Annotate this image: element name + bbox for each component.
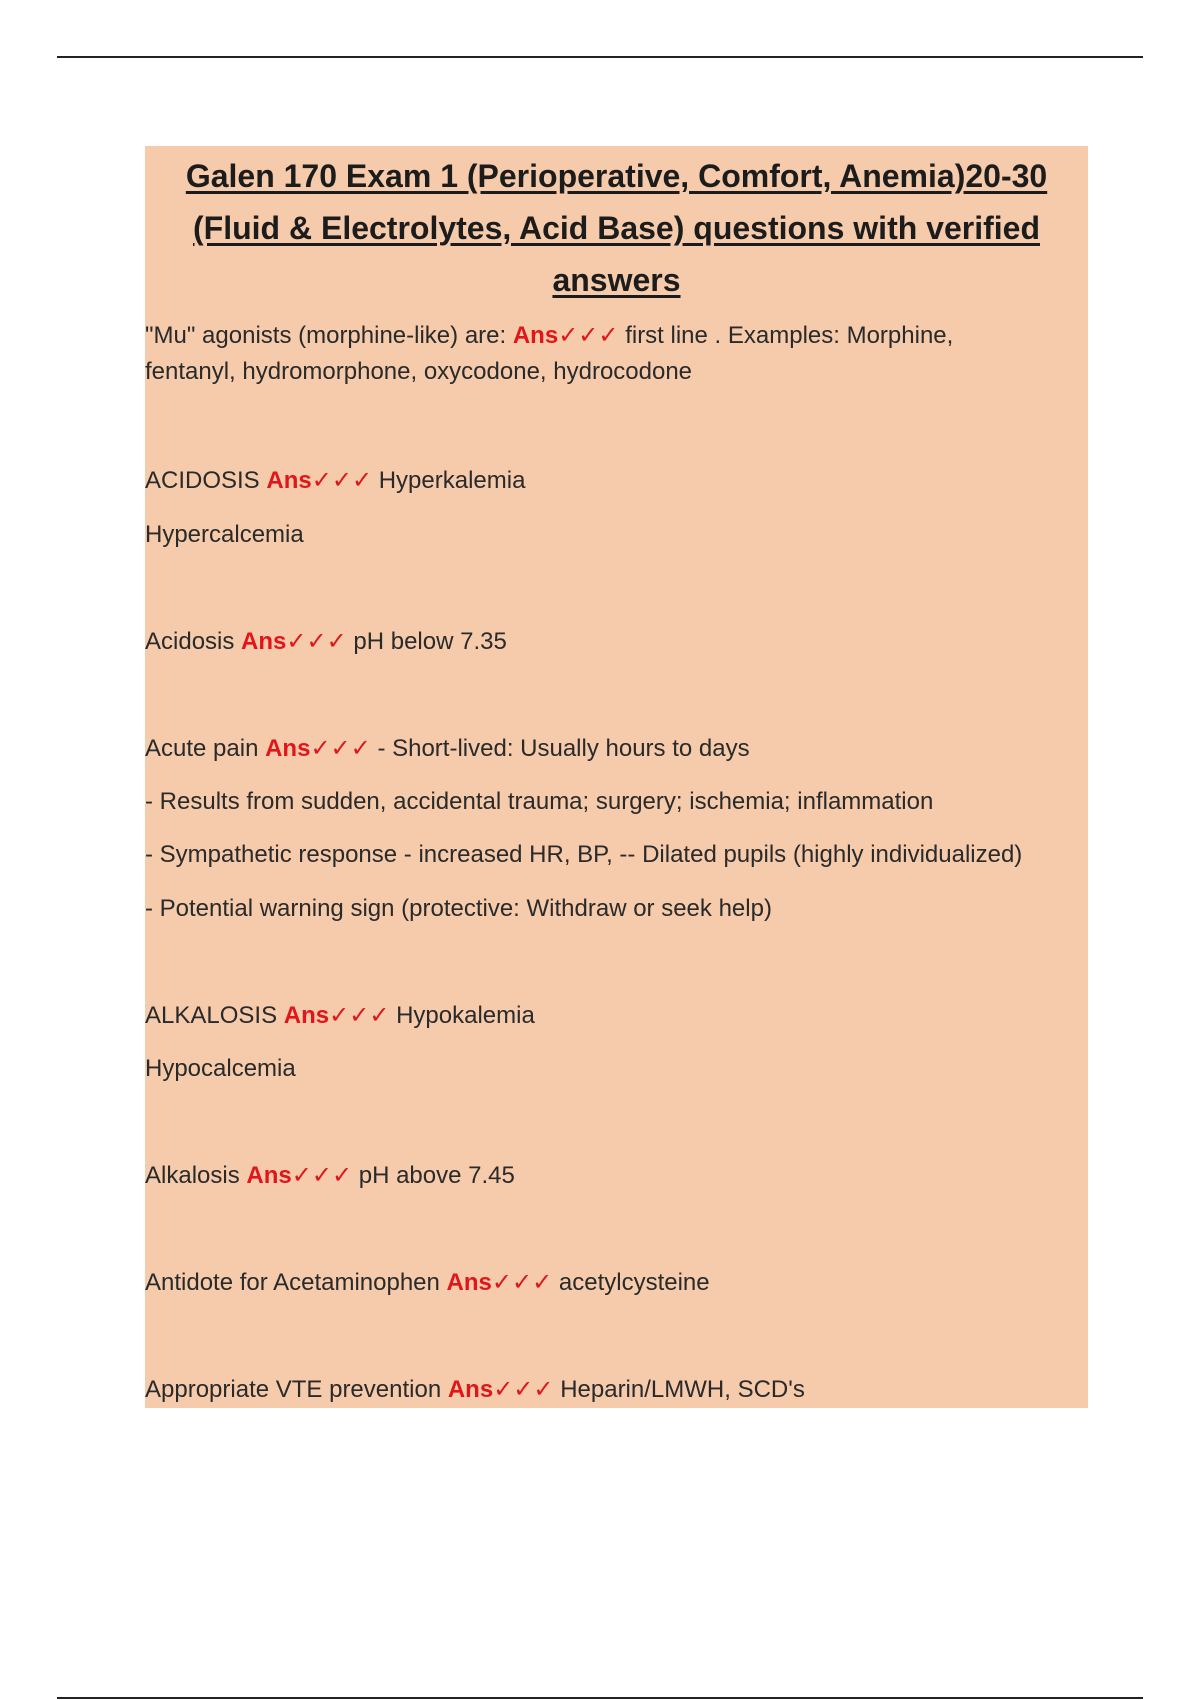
check-icon: ✓✓✓: [558, 322, 619, 349]
answer-text: Hyperkalemia: [378, 467, 526, 494]
qa-entry-vte-prevention: [145, 1372, 805, 1408]
qa-entry-acidosis-electrolytes: [145, 463, 525, 499]
question-text: ACIDOSIS: [145, 467, 260, 494]
answer-marker: Ans: [283, 1002, 330, 1029]
check-icon: ✓✓✓: [493, 1376, 554, 1403]
answer-text: pH below 7.35: [353, 628, 507, 655]
answer-text: Hypokalemia: [396, 1002, 535, 1029]
question-text: ALKALOSIS: [145, 1002, 278, 1029]
check-icon: ✓✓✓: [291, 1162, 353, 1189]
bottom-rule: [57, 1697, 1143, 1699]
answer-extra-line: - Potential warning sign (protective: Withdraw or seek help): [145, 895, 772, 922]
question-text: Appropriate VTE prevention: [145, 1376, 442, 1403]
question-text: Acute pain: [145, 735, 259, 762]
answer-text: first line . Examples: Morphine, fentanyl, hydromorphone, oxycodone, hydrocodone: [145, 322, 954, 385]
qa-entry-acetaminophen-antidote: [145, 1265, 710, 1301]
answer-text: pH above 7.45: [358, 1162, 515, 1189]
document-title: Galen 170 Exam 1 (Perioperative, Comfort, Anemia)20-30 (Fluid & Electrolytes, Acid Base) questions with verified answers: [185, 158, 1048, 298]
check-icon: ✓✓✓: [491, 1269, 553, 1296]
check-icon: ✓✓✓: [310, 735, 371, 762]
question-text: Antidote for Acetaminophen: [145, 1269, 440, 1296]
answer-text: acetylcysteine: [558, 1269, 710, 1296]
qa-entry-acidosis-ph: [145, 624, 507, 660]
question-text: Alkalosis: [145, 1162, 240, 1189]
answer-marker: Ans: [446, 1269, 492, 1296]
check-icon: ✓✓✓: [311, 467, 373, 494]
qa-entry-alkalosis-electrolytes: [145, 998, 535, 1034]
check-icon: ✓✓✓: [286, 628, 347, 655]
answer-extra-line: Hypocalcemia: [145, 1055, 296, 1082]
answer-marker: Ans: [246, 1162, 292, 1189]
top-rule: [57, 56, 1143, 58]
answer-marker: Ans: [447, 1376, 494, 1403]
qa-entry-mu-agonists: [145, 318, 1045, 390]
question-text: "Mu" agonists (morphine-like) are:: [145, 322, 507, 349]
answer-marker: Ans: [266, 467, 312, 494]
qa-entry-acute-pain: [145, 731, 750, 767]
answer-extra-line: Hypercalcemia: [145, 521, 304, 548]
answer-extra-line: - Sympathetic response - increased HR, BP, -- Dilated pupils (highly individualized): [145, 841, 1023, 868]
answer-marker: Ans: [241, 628, 287, 655]
check-icon: ✓✓✓: [329, 1002, 390, 1029]
answer-text: - Short-lived: Usually hours to days: [377, 735, 750, 762]
qa-entry-alkalosis-ph: [145, 1158, 515, 1194]
exam-panel: [145, 146, 1088, 1408]
answer-text: Heparin/LMWH, SCD's: [560, 1376, 805, 1403]
question-text: Acidosis: [145, 628, 235, 655]
answer-extra-line: - Results from sudden, accidental trauma; surgery; ischemia; inflammation: [145, 788, 934, 815]
answer-marker: Ans: [265, 735, 311, 762]
answer-marker: Ans: [512, 322, 559, 349]
